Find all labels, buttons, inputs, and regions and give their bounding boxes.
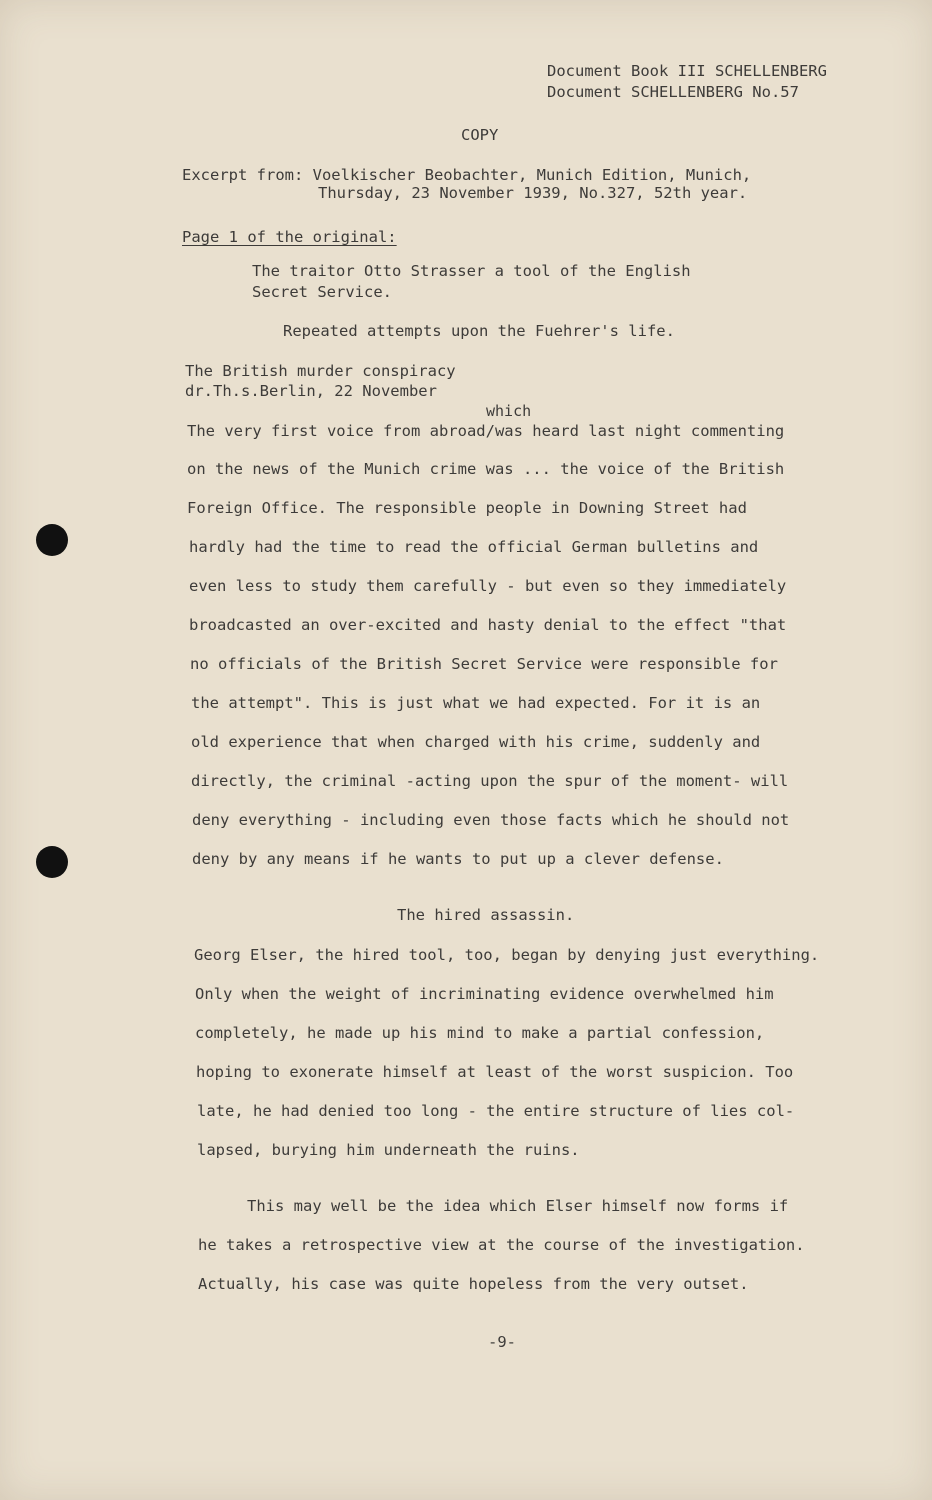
paragraph-2-line-2: Only when the weight of incriminating evidence overwhelmed him xyxy=(195,985,774,1003)
header-line-1: Document Book III SCHELLENBERG xyxy=(547,62,827,80)
paragraph-3-line-1: This may well be the idea which Elser himself now forms if xyxy=(247,1197,789,1215)
punch-hole-bottom xyxy=(36,846,68,878)
paragraph-3-line-3: Actually, his case was quite hopeless from the very outset. xyxy=(198,1275,749,1293)
copy-label: COPY xyxy=(461,126,499,144)
paragraph-1-line-6: broadcasted an over-excited and hasty denial to the effect "that xyxy=(189,616,787,634)
paragraph-1-line-9: old experience that when charged with his crime, suddenly and xyxy=(191,733,761,751)
paragraph-1-line-10: directly, the criminal -acting upon the spur of the moment- will xyxy=(191,772,789,790)
paragraph-2-line-1: Georg Elser, the hired tool, too, began by denying just everything. xyxy=(194,946,820,964)
conspiracy-dateline: dr.Th.s.Berlin, 22 November xyxy=(185,382,437,400)
conspiracy-line-1: The British murder conspiracy xyxy=(185,362,456,380)
punch-hole-top xyxy=(36,524,68,556)
handwritten-insertion: which xyxy=(486,402,532,420)
paragraph-1-line-3: Foreign Office. The responsible people in Downing Street had xyxy=(187,499,747,517)
paragraph-3-line-2: he takes a retrospective view at the course of the investigation. xyxy=(198,1236,805,1254)
section-title: The hired assassin. xyxy=(397,906,575,924)
paragraph-1-line-5: even less to study them carefully - but even so they immediately xyxy=(189,577,787,595)
paragraph-2-line-4: hoping to exonerate himself at least of the worst suspicion. Too xyxy=(196,1063,794,1081)
paragraph-1-line-2: on the news of the Munich crime was ... the voice of the British xyxy=(187,460,785,478)
paragraph-2-line-6: lapsed, burying him underneath the ruins. xyxy=(197,1141,580,1159)
excerpt-line-1: Excerpt from: Voelkischer Beobachter, Munich Edition, Munich, xyxy=(182,166,752,184)
page-number: -9- xyxy=(488,1333,516,1351)
paragraph-2-line-3: completely, he made up his mind to make a partial confession, xyxy=(195,1024,765,1042)
header-line-2: Document SCHELLENBERG No.57 xyxy=(547,83,799,101)
paragraph-1-line-4: hardly had the time to read the official German bulletins and xyxy=(189,538,759,556)
headline-line-1: The traitor Otto Strasser a tool of the English xyxy=(252,262,691,280)
paragraph-1-line-1: The very first voice from abroad/was heard last night commenting xyxy=(187,422,785,440)
excerpt-line-2: Thursday, 23 November 1939, No.327, 52th year. xyxy=(318,184,748,202)
paragraph-1-line-7: no officials of the British Secret Service were responsible for xyxy=(190,655,778,673)
page-reference: Page 1 of the original: xyxy=(182,228,397,246)
paragraph-1-line-8: the attempt". This is just what we had expected. For it is an xyxy=(191,694,761,712)
headline-line-2: Secret Service. xyxy=(252,283,392,301)
paragraph-2-line-5: late, he had denied too long - the entire structure of lies col- xyxy=(197,1102,795,1120)
paragraph-1-line-11: deny everything - including even those facts which he should not xyxy=(192,811,790,829)
paragraph-1-line-12: deny by any means if he wants to put up a clever defense. xyxy=(192,850,724,868)
subheadline: Repeated attempts upon the Fuehrer's life. xyxy=(283,322,675,340)
